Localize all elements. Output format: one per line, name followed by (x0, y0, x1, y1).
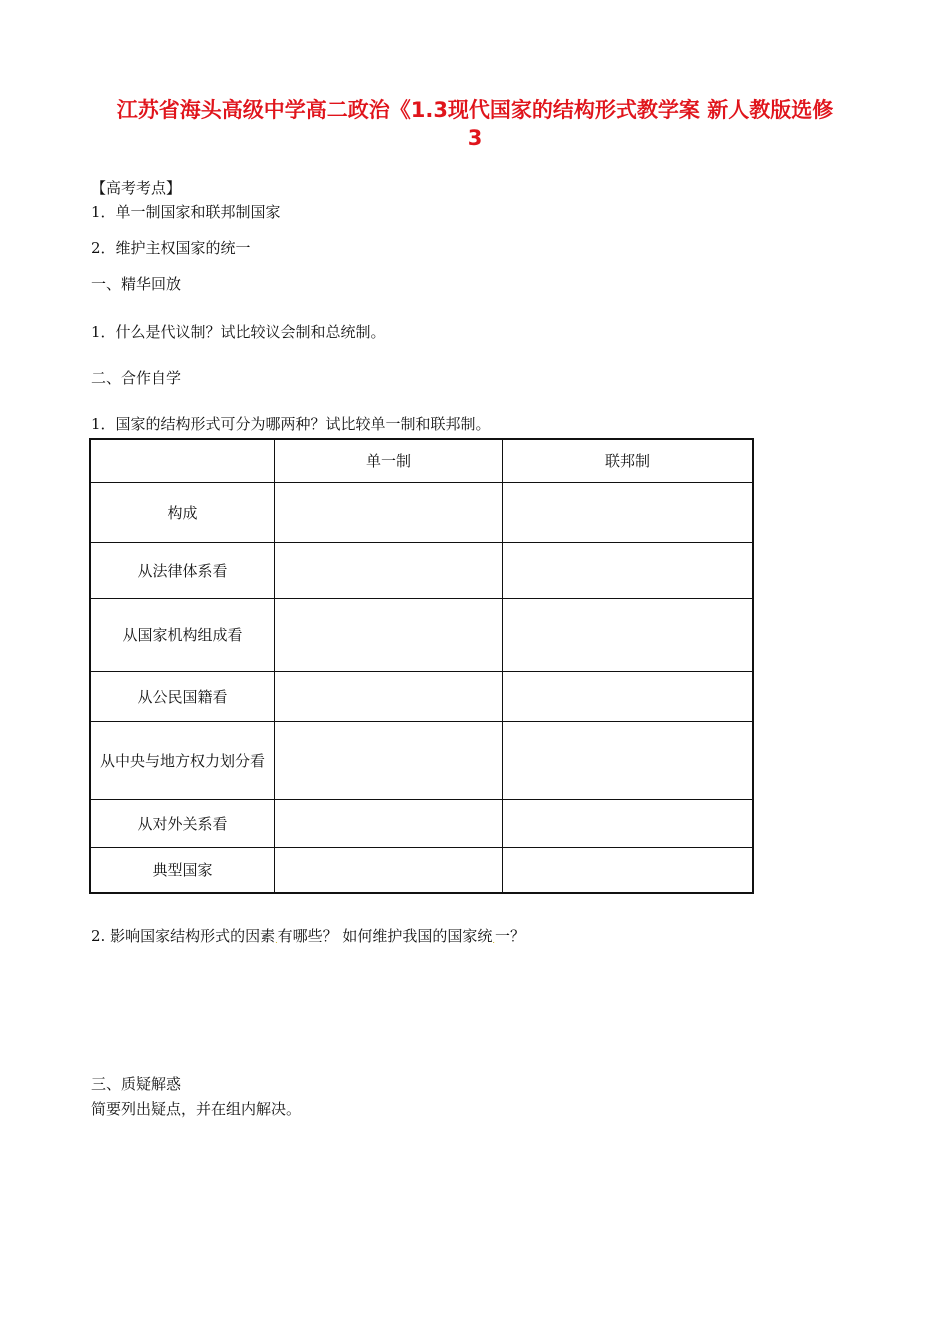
table-row (90, 847, 753, 893)
table-cell (275, 482, 503, 542)
question-2-part-c: 一？ (494, 927, 525, 945)
row-label: 典型国家 (90, 847, 275, 893)
exam-point-1: 1．单一制国家和联邦制国家 (91, 203, 281, 221)
table-cell (503, 721, 754, 799)
table-cell (275, 542, 503, 598)
row-label: 构成 (90, 482, 275, 542)
question-2-part-a: 2. 影响国家结构形式的因素 (91, 927, 276, 945)
dot-mark: . (275, 936, 278, 945)
comparison-table (89, 438, 754, 894)
table-header-cell (90, 439, 275, 482)
exam-point-2: 2．维护主权国家的统一 (91, 239, 251, 257)
title-line-2: 3 (467, 126, 483, 150)
table-cell (503, 482, 754, 542)
table-header-cell: 联邦制 (503, 439, 754, 482)
table-cell (275, 671, 503, 721)
question-2-part-b: 有哪些？ 如何维护我国的国家统 (277, 927, 493, 945)
table-header-row (90, 439, 753, 482)
table-cell (275, 799, 503, 847)
section-self-study-heading: 二、合作自学 (91, 369, 182, 387)
table-row (90, 799, 753, 847)
row-label: 从法律体系看 (90, 542, 275, 598)
section-doubts-heading: 三、质疑解惑 (91, 1075, 182, 1093)
exam-points-header: 【高考考点】 (91, 179, 182, 197)
doubts-instruction: 简要列出疑点，并在组内解决。 (91, 1100, 302, 1118)
table-cell (275, 721, 503, 799)
row-label: 从国家机构组成看 (90, 598, 275, 671)
section-review-heading: 一、精华回放 (91, 275, 182, 293)
table-cell (275, 847, 503, 893)
document-title (80, 96, 870, 152)
table-header-cell: 单一制 (275, 439, 503, 482)
row-label: 从中央与地方权力划分看 (90, 721, 275, 799)
review-question-1: 1．什么是代议制？试比较议会制和总统制。 (91, 323, 386, 341)
table-cell (503, 598, 754, 671)
title-line-1: 江苏省海头高级中学高二政治《1.3现代国家的结构形式教学案 新人教版选修 (116, 98, 834, 122)
table-row (90, 482, 753, 542)
table-row (90, 671, 753, 721)
table-cell (503, 542, 754, 598)
table-cell (275, 598, 503, 671)
table-cell (503, 799, 754, 847)
table-cell (503, 671, 754, 721)
table-row (90, 721, 753, 799)
table-row (90, 542, 753, 598)
self-study-question-2 (91, 926, 525, 951)
table-cell (503, 847, 754, 893)
self-study-question-1: 1．国家的结构形式可分为哪两种？试比较单一制和联邦制。 (91, 415, 491, 433)
row-label: 从公民国籍看 (90, 671, 275, 721)
table-row (90, 598, 753, 671)
dot-mark: . (492, 936, 495, 945)
row-label: 从对外关系看 (90, 799, 275, 847)
